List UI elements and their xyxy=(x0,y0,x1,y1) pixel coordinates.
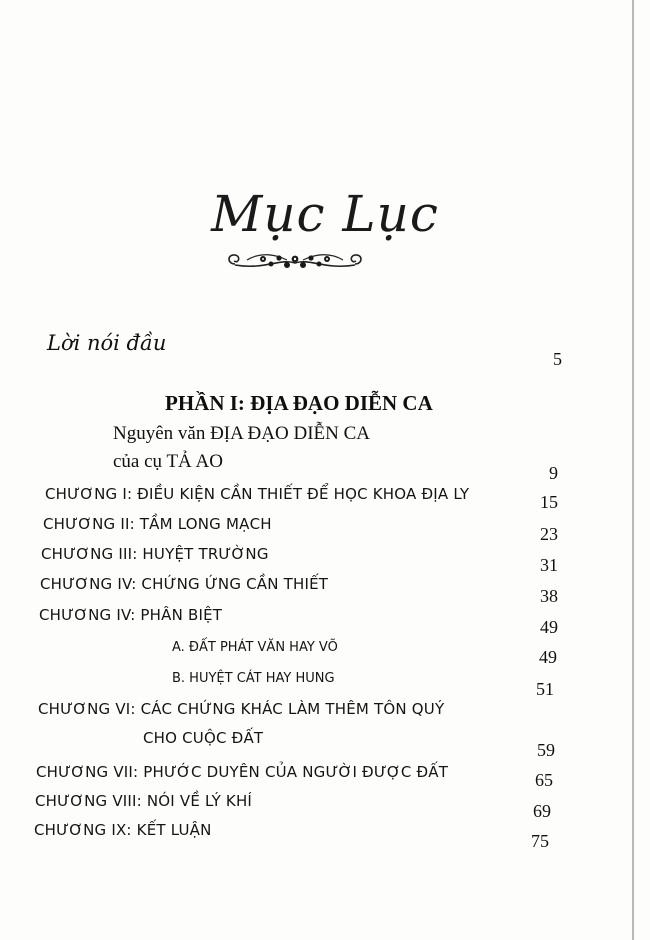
toc-page-chapter-2: 23 xyxy=(540,524,558,544)
toc-entry-chapter-2: CHƯƠNG II: TẦM LONG MẠCH xyxy=(43,515,272,533)
page-title: Mục Lục xyxy=(211,185,439,243)
toc-entry-section-b: B. HUYỆT CÁT HAY HUNG xyxy=(172,671,335,686)
toc-entry-chapter-9: CHƯƠNG IX: KẾT LUẬN xyxy=(34,821,212,839)
toc-page-chapter-8: 69 xyxy=(533,801,551,821)
toc-entry-chapter-7: CHƯƠNG VII: PHƯỚC DUYÊN CỦA NGƯỜI ĐƯỢC ĐẤT xyxy=(36,763,449,781)
toc-entry-section-a: A. ĐẤT PHÁT VĂN HAY VÕ xyxy=(172,640,338,655)
part-title: PHẦN I: ĐỊA ĐẠO DIỄN CA xyxy=(165,391,433,415)
toc-entry-chapter-3: CHƯƠNG III: HUYỆT TRƯỜNG xyxy=(41,545,269,563)
original-page: 9 xyxy=(549,463,558,483)
toc-entry-chapter-6-cont: CHO CUỘC ĐẤT xyxy=(143,729,264,747)
toc-page-section-b: 51 xyxy=(536,679,554,699)
toc-page-chapter-1: 15 xyxy=(540,492,558,512)
floral-divider-icon xyxy=(225,248,365,276)
toc-page-chapter-3: 31 xyxy=(540,555,558,575)
toc-page-chapter-4: 38 xyxy=(540,586,558,606)
toc-entry-chapter-5: CHƯƠNG IV: PHÂN BIỆT xyxy=(39,606,223,624)
preface-page: 5 xyxy=(553,349,562,369)
toc-entry-chapter-8: CHƯƠNG VIII: NÓI VỀ LÝ KHÍ xyxy=(35,792,253,810)
toc-entry-chapter-4: CHƯƠNG IV: CHỨNG ỨNG CẦN THIẾT xyxy=(40,575,329,593)
toc-page-chapter-6: 59 xyxy=(537,740,555,760)
toc-page-chapter-9: 75 xyxy=(531,831,549,851)
original-line-2: của cụ TẢ AO xyxy=(113,451,223,472)
toc-entry-chapter-6: CHƯƠNG VI: CÁC CHỨNG KHÁC LÀM THÊM TÔN QUÝ xyxy=(38,700,445,718)
toc-page-chapter-7: 65 xyxy=(535,770,553,790)
toc-entry-chapter-1: CHƯƠNG I: ĐIỀU KIỆN CẦN THIẾT ĐỂ HỌC KHOA ĐỊA LY xyxy=(45,485,470,503)
preface-label: Lời nói đầu xyxy=(47,331,167,355)
toc-page-section-a: 49 xyxy=(539,647,557,667)
original-line-1: Nguyên văn ĐỊA ĐẠO DIỄN CA xyxy=(113,423,370,444)
toc-page-chapter-5: 49 xyxy=(540,617,558,637)
page-edge xyxy=(632,0,634,940)
